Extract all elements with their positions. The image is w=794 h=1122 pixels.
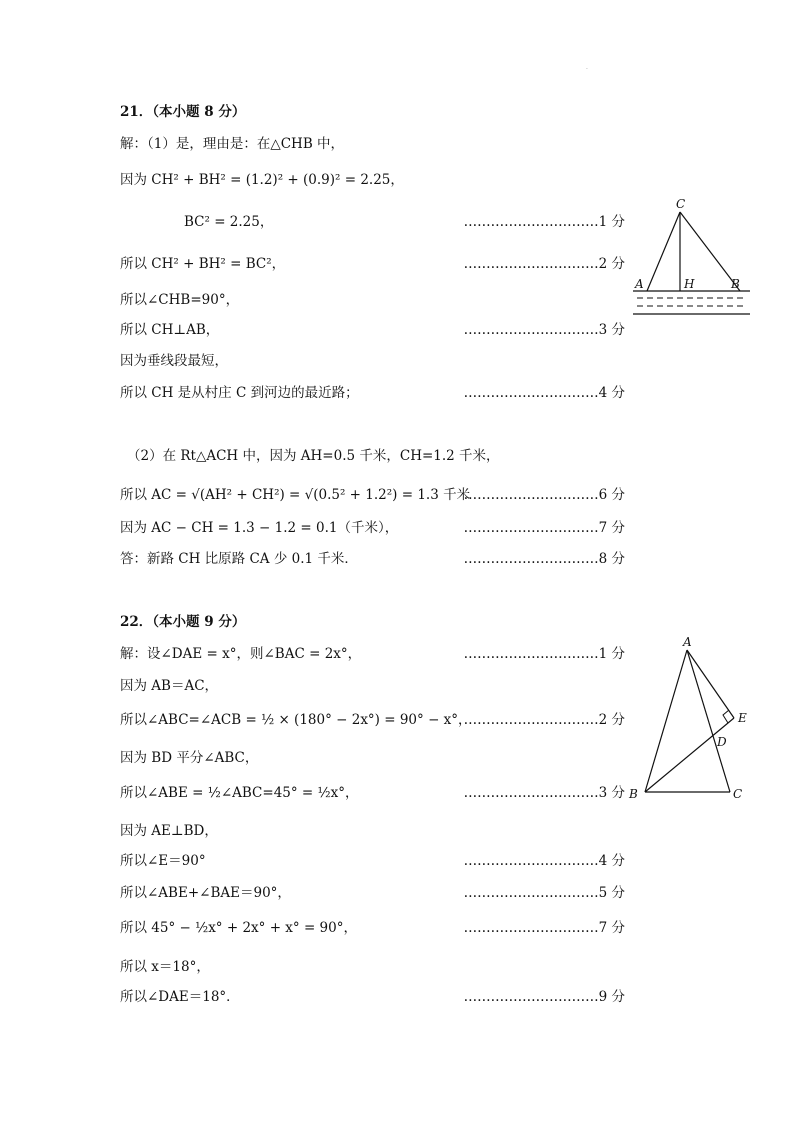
q22-score-2: …………………………2 分 — [463, 712, 625, 728]
q22-line-11: 所以∠DAE＝18°． — [120, 989, 240, 1005]
q21-score-4: …………………………4 分 — [463, 385, 625, 401]
q22-line-6: 因为 AE⊥BD， — [120, 823, 218, 839]
q21-line-12: 答：新路 CH 比原路 CA 少 0.1 千米． — [120, 551, 358, 567]
q22-line-3: 所以∠ABC=∠ACB = ½ × (180° − 2x°) = 90° − x°， — [120, 712, 472, 728]
q22-line-1: 解：设∠DAE = x°，则∠BAC = 2x°， — [120, 646, 362, 662]
q21-score-1: …………………………1 分 — [463, 214, 625, 230]
q21-line-1: 解：（1）是，理由是：在△CHB 中， — [120, 136, 345, 152]
label-a: A — [683, 635, 692, 649]
q22-score-4: …………………………4 分 — [463, 853, 625, 869]
q21-score-2: …………………………2 分 — [463, 256, 625, 272]
q21-line-9: （2）在 Rt△ACH 中，因为 AH=0.5 千米，CH=1.2 千米， — [127, 448, 500, 464]
segment-ab — [645, 650, 687, 792]
q22-triangle-figure — [620, 632, 760, 807]
q21-score-7: …………………………7 分 — [463, 520, 625, 536]
q21-line-3: BC² = 2.25， — [184, 214, 274, 230]
q21-score-8: …………………………8 分 — [463, 551, 625, 567]
q21-score-6: …………………………6 分 — [463, 487, 625, 503]
label-d: D — [717, 735, 727, 749]
q22-line-7: 所以∠E＝90° — [120, 853, 206, 869]
q22-line-4: 因为 BD 平分∠ABC， — [120, 750, 259, 766]
q22-score-3: …………………………3 分 — [463, 785, 625, 801]
q21-line-2: 因为 CH² + BH² = (1.2)² + (0.9)² = 2.25， — [120, 172, 404, 188]
label-b: B — [731, 277, 740, 291]
label-e: E — [738, 711, 747, 725]
segment-be — [645, 718, 734, 792]
q21-line-7: 因为垂线段最短， — [120, 353, 228, 369]
q22-line-10: 所以 x＝18°， — [120, 959, 210, 975]
q22-score-7: …………………………7 分 — [463, 920, 625, 936]
q22-line-5: 所以∠ABE = ½∠ABC=45° = ½x°， — [120, 785, 359, 801]
q22-score-1: …………………………1 分 — [463, 646, 625, 662]
q21-triangle-river-figure — [615, 192, 755, 322]
page-mark: · — [586, 66, 588, 73]
q22-score-5: …………………………5 分 — [463, 885, 625, 901]
q21-line-5: 所以∠CHB=90°， — [120, 292, 240, 308]
right-angle-mark — [723, 710, 729, 723]
q21-score-3: …………………………3 分 — [463, 322, 625, 338]
label-a: A — [635, 277, 644, 291]
q22-score-9: …………………………9 分 — [463, 989, 625, 1005]
q21-line-10: 所以 AC = √(AH² + CH²) = √(0.5² + 1.2²) = 1.3 千米 — [120, 487, 471, 503]
segment-ae — [687, 650, 734, 718]
segment-ca — [647, 212, 680, 291]
q21-line-11: 因为 AC − CH = 1.3 − 1.2 = 0.1（千米）， — [120, 520, 399, 536]
segment-ac — [687, 650, 730, 792]
q21-line-8: 所以 CH 是从村庄 C 到河边的最近路； — [120, 385, 359, 401]
q22-header: 22．（本小题 9 分） — [120, 614, 246, 630]
q21-line-6: 所以 CH⊥AB， — [120, 322, 220, 338]
q22-line-8: 所以∠ABE+∠BAE＝90°， — [120, 885, 291, 901]
q21-line-4: 所以 CH² + BH² = BC²， — [120, 256, 286, 272]
label-h: H — [684, 277, 695, 291]
q21-header: 21．（本小题 8 分） — [120, 104, 246, 120]
label-c: C — [733, 787, 743, 801]
q22-line-9: 所以 45° − ½x° + 2x° + x° = 90°， — [120, 920, 357, 936]
q22-line-2: 因为 AB＝AC， — [120, 678, 219, 694]
label-b: B — [629, 787, 638, 801]
label-c: C — [676, 197, 686, 211]
